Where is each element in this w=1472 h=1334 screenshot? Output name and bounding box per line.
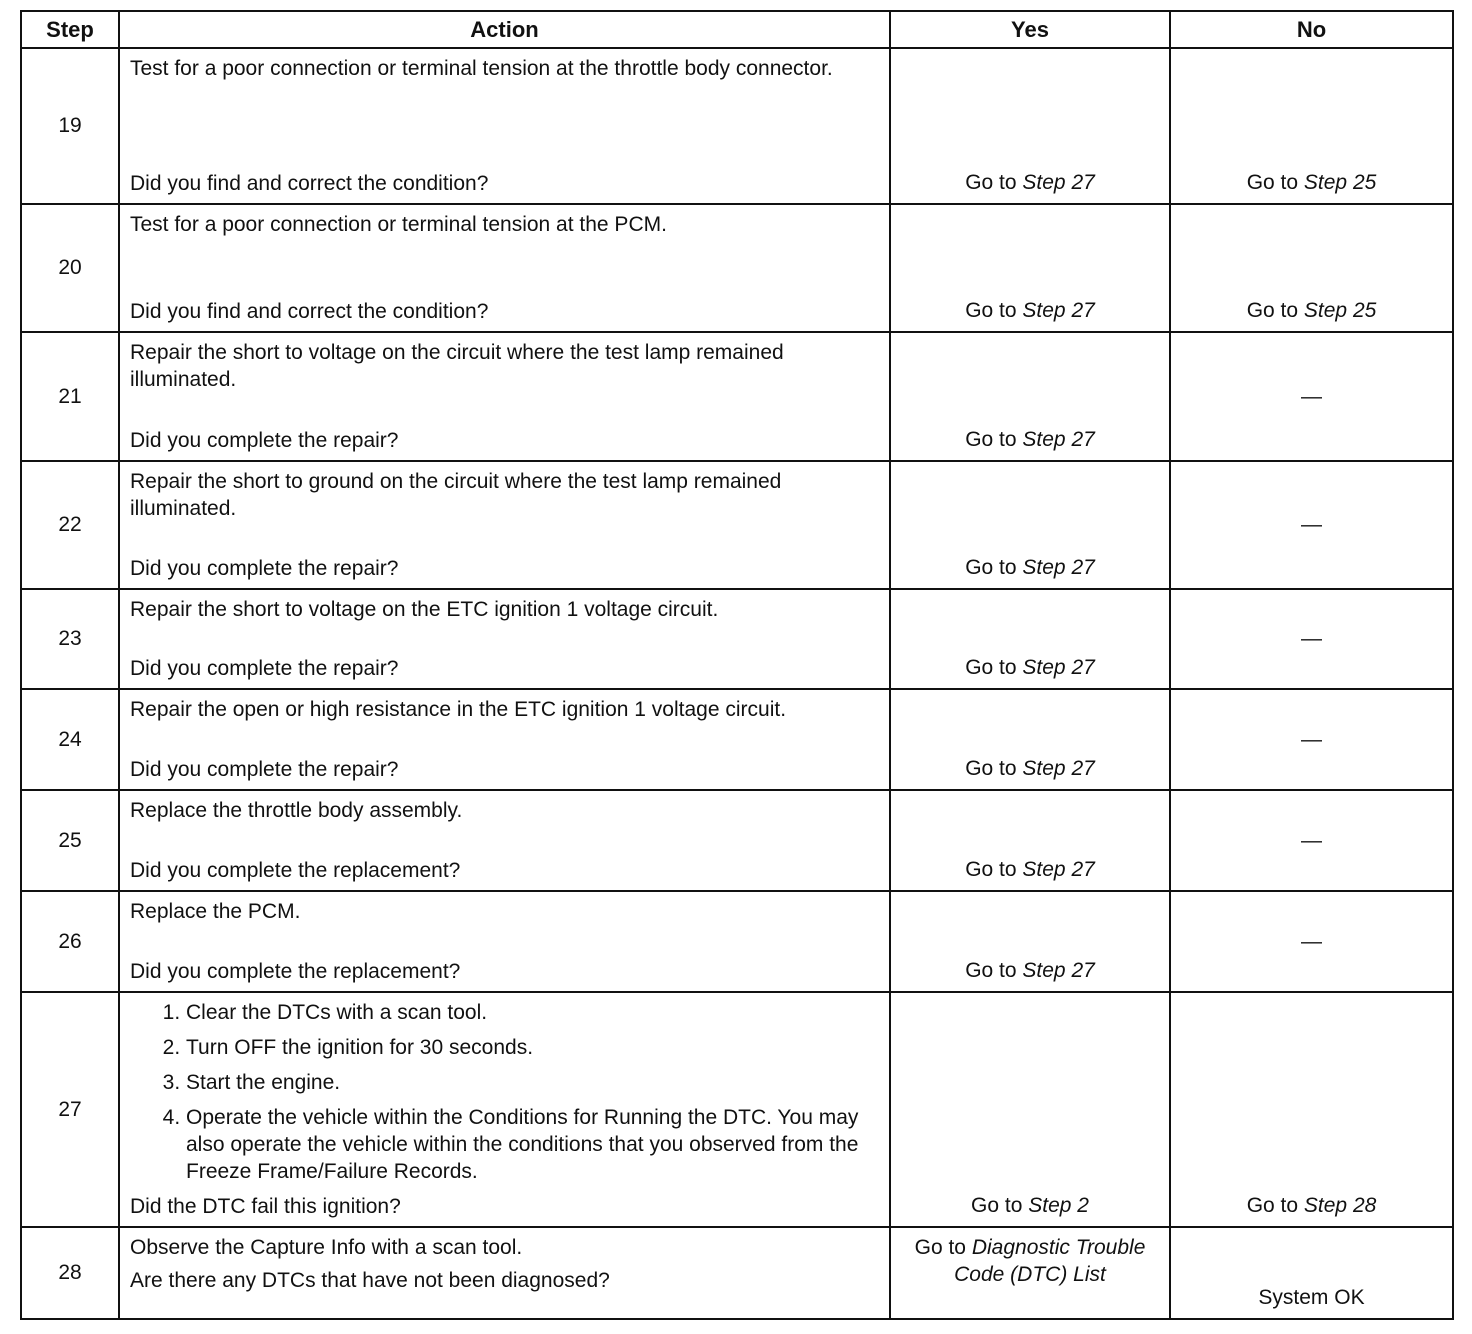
table-row — [21, 204, 1453, 332]
yes-link[interactable]: Step 27 — [1022, 556, 1095, 579]
no-cell — [1170, 48, 1453, 204]
yes-prefix: Go to — [965, 299, 1017, 322]
question-text: Did the DTC fail this ignition? — [130, 1195, 401, 1218]
yes-link[interactable]: Step 27 — [1022, 757, 1095, 780]
yes-cell — [890, 891, 1170, 992]
action-cell — [119, 891, 890, 992]
step-number: 28 — [21, 1227, 119, 1319]
no-link[interactable]: Step 25 — [1303, 299, 1377, 322]
action-text: Test for a poor connection or terminal tension at the PCM. — [130, 213, 667, 236]
no-link[interactable]: Step 25 — [1303, 171, 1377, 194]
action-cell — [119, 992, 890, 1227]
table-row — [21, 891, 1453, 992]
action-text: Repair the short to voltage on the circuit where the test lamp remained illuminated. — [130, 341, 784, 391]
yes-link[interactable]: Step 27 — [1022, 299, 1095, 322]
question-text: Did you find and correct the condition? — [130, 300, 489, 323]
no-prefix: Go to — [1246, 299, 1299, 322]
list-item: 4. Operate the vehicle within the Conditions for Running the DTC. You may also operate the vehicle within the conditions that you observed from the Freeze Frame/Failure Records. — [186, 1104, 879, 1185]
action-cell — [119, 332, 890, 461]
question-text: Did you complete the repair? — [130, 429, 399, 452]
question-text: Did you complete the repair? — [130, 758, 399, 781]
action-cell — [119, 461, 890, 589]
step-number: 23 — [21, 589, 119, 689]
no-link[interactable]: Step 28 — [1303, 1194, 1377, 1217]
action-text: Repair the short to voltage on the ETC ignition 1 voltage circuit. — [130, 598, 719, 621]
no-cell — [1170, 1227, 1453, 1319]
action-text: Repair the short to ground on the circuit where the test lamp remained illuminated. — [130, 470, 782, 520]
step-number: 24 — [21, 689, 119, 790]
header-step: Step — [21, 11, 119, 48]
yes-cell — [890, 992, 1170, 1227]
yes-prefix: Go to — [965, 757, 1017, 780]
yes-cell — [890, 461, 1170, 589]
no-cell — [1170, 589, 1453, 689]
list-item: 2. Turn OFF the ignition for 30 seconds. — [186, 1034, 879, 1061]
no-dash: — — [1301, 828, 1322, 852]
yes-prefix: Go to — [965, 556, 1017, 579]
step-number: 27 — [21, 992, 119, 1227]
yes-prefix: Go to — [971, 1194, 1023, 1217]
yes-link[interactable]: Step 27 — [1022, 656, 1095, 679]
table-row — [21, 689, 1453, 790]
table-row — [21, 589, 1453, 689]
no-dash: — — [1301, 627, 1322, 650]
action-cell — [119, 689, 890, 790]
yes-prefix: Go to — [965, 171, 1017, 194]
diagnostic-table — [20, 10, 1454, 1320]
question-text: Are there any DTCs that have not been diagnosed? — [130, 1269, 610, 1292]
yes-cell — [890, 1227, 1170, 1319]
action-text: Repair the open or high resistance in the ETC ignition 1 voltage circuit. — [130, 698, 787, 721]
header-row — [21, 11, 1453, 48]
no-cell — [1170, 461, 1453, 589]
yes-cell — [890, 589, 1170, 689]
no-cell — [1170, 332, 1453, 461]
table-row — [21, 1227, 1453, 1319]
action-cell — [119, 48, 890, 204]
no-cell — [1170, 204, 1453, 332]
no-prefix: Go to — [1246, 1194, 1299, 1217]
action-text: Test for a poor connection or terminal tension at the throttle body connector. — [130, 57, 833, 80]
header-action: Action — [119, 11, 890, 48]
yes-prefix: Go to — [965, 858, 1017, 881]
yes-cell — [890, 48, 1170, 204]
procedure-list — [130, 999, 879, 1189]
action-text: Replace the throttle body assembly. — [130, 799, 463, 822]
yes-link[interactable]: Step 27 — [1022, 858, 1095, 881]
table-row — [21, 48, 1453, 204]
step-number: 20 — [21, 204, 119, 332]
step-number: 22 — [21, 461, 119, 589]
question-text: Did you complete the replacement? — [130, 859, 461, 882]
question-text: Did you find and correct the condition? — [130, 172, 489, 195]
yes-link[interactable]: Step 27 — [1022, 959, 1095, 982]
no-cell — [1170, 992, 1453, 1227]
question-text: Did you complete the repair? — [130, 657, 399, 680]
yes-link[interactable]: Diagnostic Trouble Code (DTC) List — [954, 1236, 1146, 1286]
no-cell — [1170, 790, 1453, 891]
step-number: 21 — [21, 332, 119, 461]
yes-cell — [890, 790, 1170, 891]
no-dash: — — [1301, 384, 1322, 408]
action-cell — [119, 790, 890, 891]
header-yes: Yes — [890, 11, 1170, 48]
action-cell — [119, 1227, 890, 1319]
action-cell — [119, 204, 890, 332]
yes-cell — [890, 204, 1170, 332]
question-text: Did you complete the repair? — [130, 557, 399, 580]
no-prefix: Go to — [1246, 171, 1299, 194]
no-cell — [1170, 891, 1453, 992]
yes-cell — [890, 332, 1170, 461]
yes-prefix: Go to — [965, 428, 1017, 451]
yes-prefix: Go to — [965, 959, 1017, 982]
yes-link[interactable]: Step 27 — [1022, 171, 1095, 194]
no-dash: — — [1301, 727, 1322, 751]
yes-cell — [890, 689, 1170, 790]
yes-link[interactable]: Step 27 — [1022, 428, 1095, 451]
table-row — [21, 461, 1453, 589]
step-number: 25 — [21, 790, 119, 891]
no-cell — [1170, 689, 1453, 790]
header-no: No — [1170, 11, 1453, 48]
action-text: Observe the Capture Info with a scan tool. — [130, 1236, 523, 1259]
yes-prefix: Go to — [914, 1236, 966, 1259]
list-item: 1. Clear the DTCs with a scan tool. — [186, 999, 879, 1026]
yes-prefix: Go to — [965, 656, 1017, 679]
table-row — [21, 992, 1453, 1227]
action-text: Replace the PCM. — [130, 900, 301, 923]
step-number: 26 — [21, 891, 119, 992]
action-cell — [119, 589, 890, 689]
no-dash: — — [1301, 513, 1322, 536]
no-text: System OK — [1258, 1286, 1365, 1309]
yes-link[interactable]: Step 2 — [1028, 1194, 1089, 1217]
no-dash: — — [1301, 929, 1322, 953]
question-text: Did you complete the replacement? — [130, 960, 461, 983]
step-number: 19 — [21, 48, 119, 204]
table-row — [21, 790, 1453, 891]
table-row — [21, 332, 1453, 461]
list-item: 3. Start the engine. — [186, 1069, 879, 1096]
